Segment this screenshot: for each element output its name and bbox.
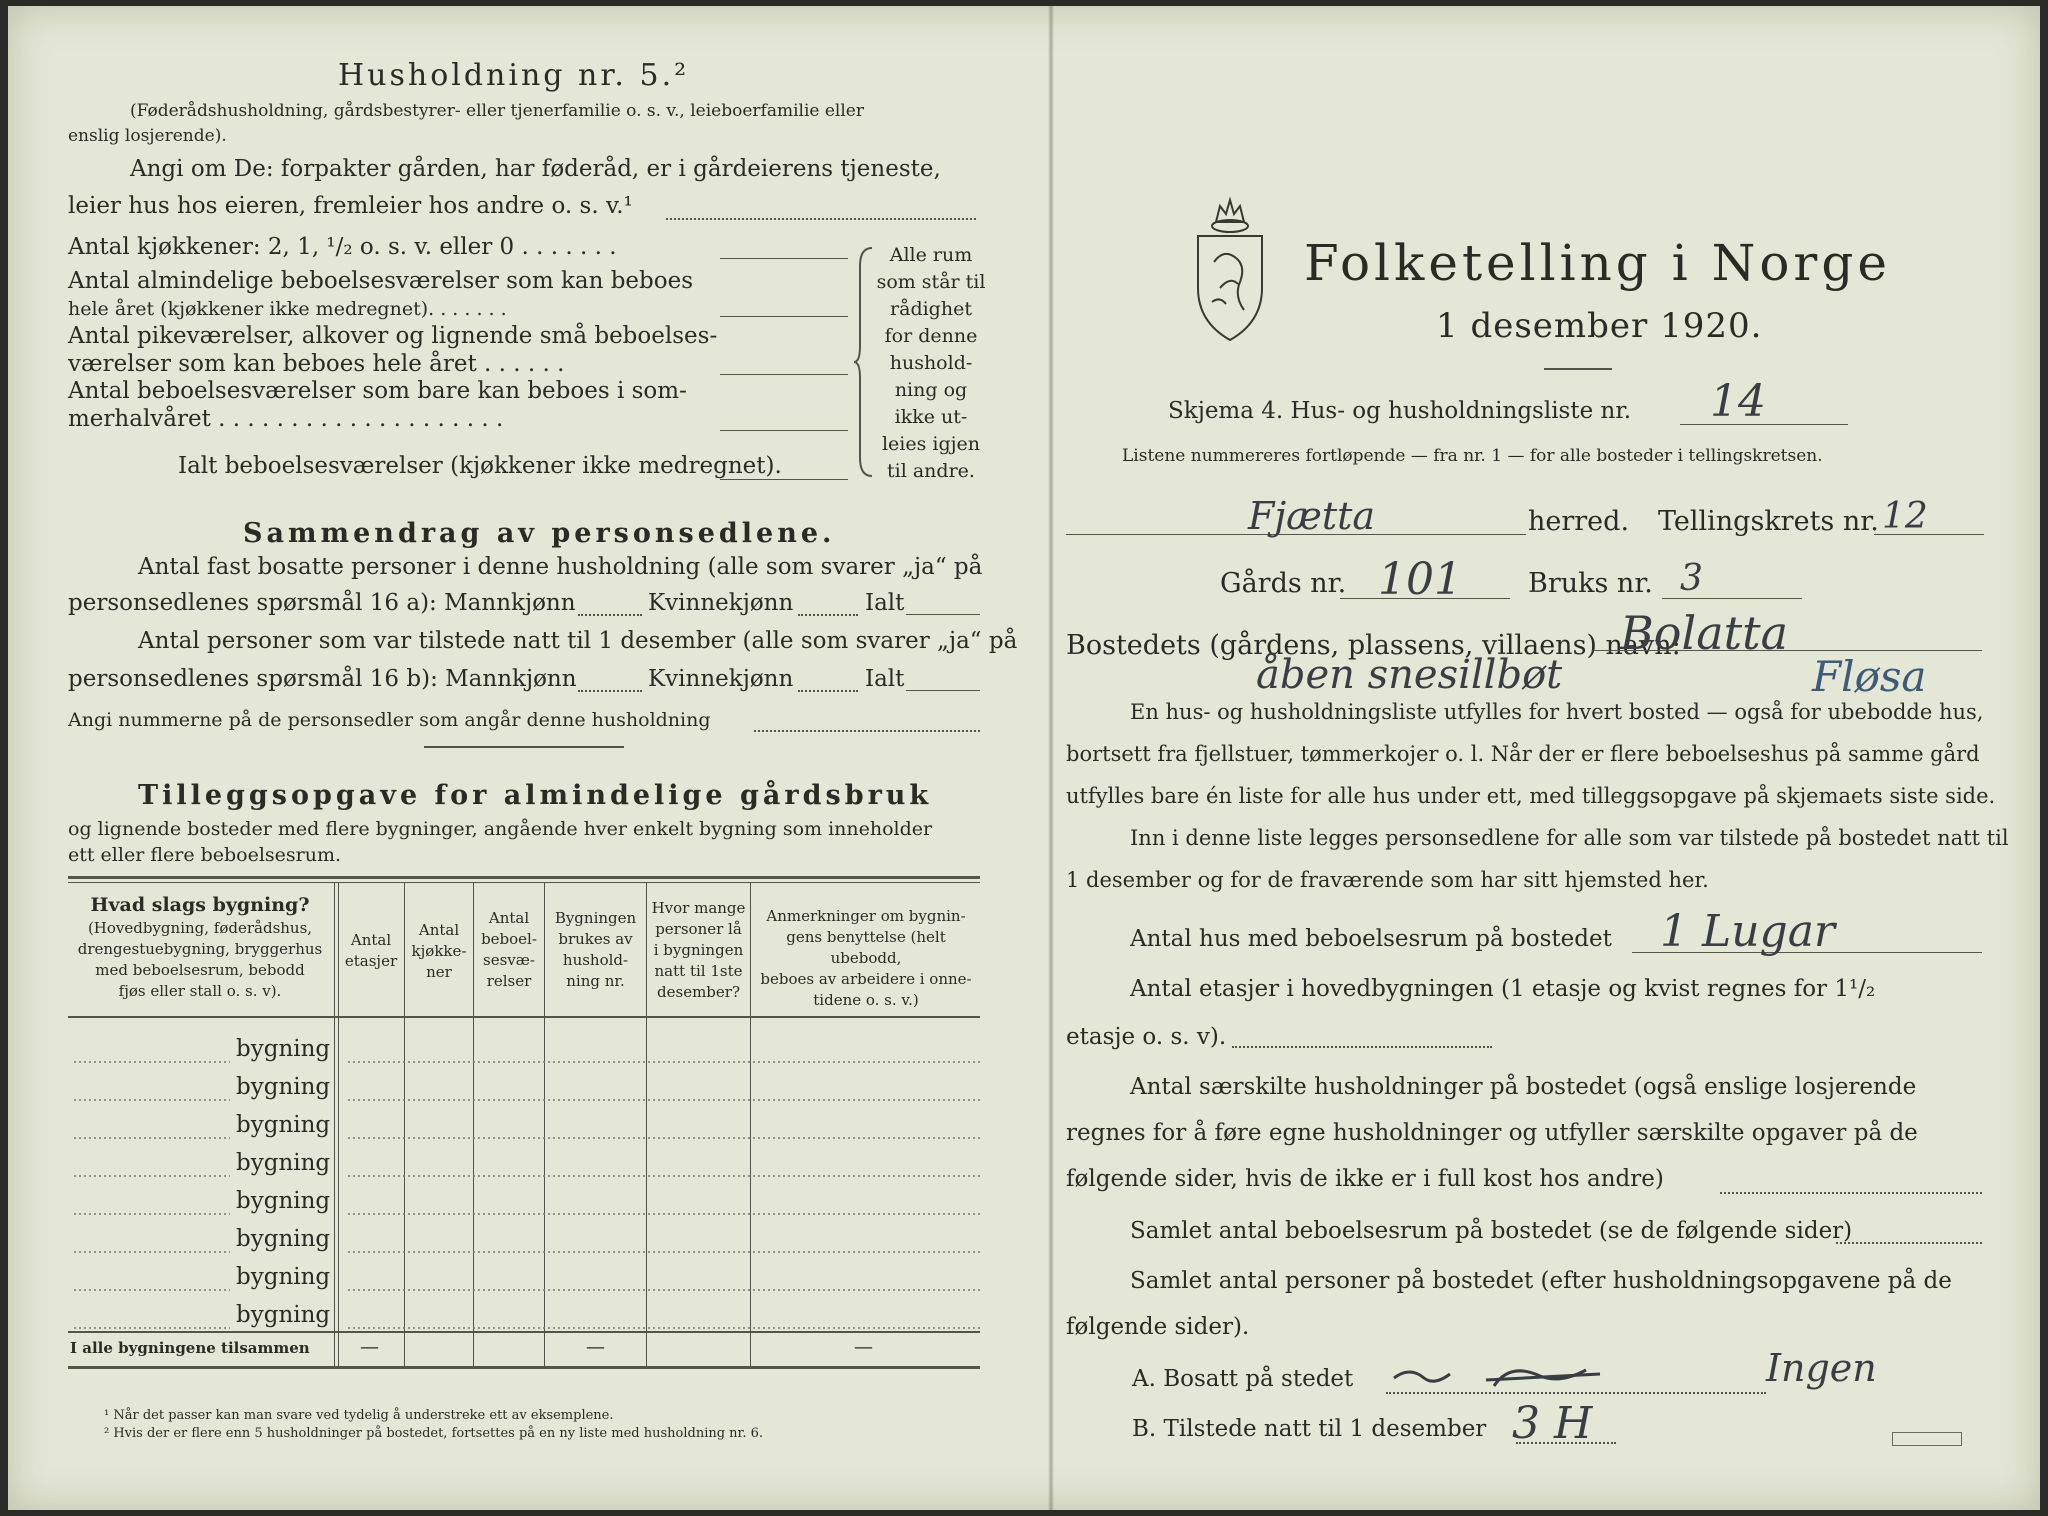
total-dash-remarks: — — [854, 1336, 873, 1358]
census-form-sheet — [8, 6, 2040, 1510]
col-kitchens: Antal kjøkke- ner — [411, 921, 467, 981]
footnote-2: ² Hvis der er flere enn 5 husholdninger på bostedet, fortsettes på en ny liste med husholdning nr. 6. — [104, 1426, 764, 1441]
skjema-label: Skjema 4. Hus- og husholdningsliste nr. — [1168, 398, 1632, 424]
col-persons: Hvor mange personer lå i bygningen natt til 1ste desember? — [651, 899, 746, 1001]
summary-line-1: Antal fast bosatte personer i denne husholdning (alle som svarer „ja“ på — [138, 554, 983, 580]
tillegg-title: Tilleggsopgave for almindelige gårdsbruk — [138, 780, 933, 811]
tellingskrets-label: Tellingskrets nr. — [1658, 506, 1879, 537]
tillegg-text-1: og lignende bosteder med flere bygninger, angående hver enkelt bygning som inneholder — [68, 818, 933, 840]
bosted-value: Bolatta — [1620, 606, 1789, 660]
ialt-label-2: Ialt — [865, 666, 905, 692]
total-row-label: I alle bygningene tilsammen — [70, 1339, 310, 1357]
angi-line-2: leier hus hos eieren, fremleier hos andre o. s. v.¹ — [68, 193, 633, 219]
info-line-5: 1 desember og for de fraværende som har sitt hjemsted her. — [1066, 868, 1709, 892]
antal-hus-value: 1 Lugar — [1660, 906, 1835, 957]
saerskilte-line-1: Antal særskilte husholdninger på bostedet (også enslige losjerende — [1130, 1074, 1917, 1100]
table-row: bygning — [236, 1150, 331, 1176]
samlet-pers-line-2: følgende sider). — [1066, 1314, 1250, 1340]
total-dash-floors: — — [360, 1336, 379, 1358]
household-intro-line-1: (Føderådshusholdning, gårdsbestyrer- eller tjenerfamilie o. s. v., leieboerfamilie eller — [130, 101, 864, 121]
col-building-type: Hvad slags bygning? (Hovedbygning, føderådshus, drengestuebygning, bryggerhus med beboelsesrum, bebodd fjøs eller stall o. s. v). — [77, 894, 323, 1000]
col-remarks: Anmerkninger om bygnin- gens benyttelse (helt ubebodd, beboes av arbeidere i onne- tidene o. s. v.) — [760, 907, 972, 1009]
table-row: bygning — [236, 1074, 331, 1100]
rooms-summer-2: merhalvåret . . . . . . . . . . . . . . . . . . . . — [68, 406, 504, 432]
col-rooms: Antal beboel- sesvæ- relser — [481, 909, 537, 990]
info-line-3: utfylles bare én liste for alle hus under ett, med tilleggsopgave på skjemaets siste side. — [1066, 784, 1996, 808]
bosted-hand-3: Fløsa — [1812, 652, 1927, 701]
rooms-summer-1: Antal beboelsesværelser som bare kan beboes i som- — [68, 378, 687, 404]
kvinne-label-1: Kvinnekjønn — [648, 590, 794, 616]
summary-title: Sammendrag av personsedlene. — [243, 518, 836, 549]
form-date: 1 desember 1920. — [1436, 306, 1763, 346]
coat-of-arms-icon — [1190, 192, 1270, 344]
info-line-1: En hus- og husholdningsliste utfylles for hvert bosted — også for ubebodde hus, — [1130, 700, 1984, 724]
saerskilte-line-3: følgende sider, hvis de ikke er i full kost hos andre) — [1066, 1166, 1664, 1192]
printer-stamp — [1892, 1432, 1962, 1446]
bruks-value: 3 — [1680, 558, 1703, 599]
total-rooms-label: Ialt beboelsesværelser (kjøkkener ikke medregnet). — [178, 453, 782, 479]
rooms-ordinary-1: Antal almindelige beboelsesværelser som kan beboes — [68, 268, 694, 294]
bosatt-label: A. Bosatt på stedet — [1132, 1366, 1354, 1392]
rooms-kitchens: Antal kjøkkener: 2, 1, ¹/₂ o. s. v. eller 0 . . . . . . . — [68, 234, 617, 260]
info-line-4: Inn i denne liste legges personsedlene for alle som var tilstede på bostedet natt til — [1130, 826, 2009, 850]
row-dotted-lines — [68, 1016, 980, 1331]
tellingskrets-value: 12 — [1882, 496, 1928, 537]
skjema-nr-value: 14 — [1710, 376, 1766, 427]
bosted-label: Bostedets (gårdens, plassens, villaens) navn: — [1066, 630, 1681, 661]
table-row: bygning — [236, 1112, 331, 1138]
tilstede-label: B. Tilstede natt til 1 desember — [1132, 1416, 1487, 1442]
col-floors: Antal etasjer — [344, 931, 398, 970]
form-title: Folketelling i Norge — [1304, 234, 1891, 292]
table-row: bygning — [236, 1188, 331, 1214]
table-row: bygning — [236, 1302, 331, 1328]
brace-text: Alle rum som står til rådighet for denne hushold- ning og ikke ut- leies igjen til andre. — [876, 244, 986, 482]
ialt-label-1: Ialt — [865, 590, 905, 616]
antal-hus-label: Antal hus med beboelsesrum på bostedet — [1130, 926, 1612, 952]
crossed-out-scribble — [1390, 1356, 1610, 1396]
listene-note: Listene nummereres fortløpende — fra nr. 1 — for alle bosteder i tellingskretsen. — [1122, 446, 1823, 466]
rooms-maid-2: værelser som kan beboes hele året . . . . . . — [68, 351, 565, 377]
bosatt-value: Ingen — [1766, 1346, 1877, 1390]
tillegg-text-2: ett eller flere beboelsesrum. — [68, 844, 342, 866]
bruks-label: Bruks nr. — [1528, 568, 1653, 599]
bosted-hand-2: åben snesillbøt — [1256, 652, 1563, 698]
summary-line-2: personsedlenes spørsmål 16 a): Mannkjønn — [68, 590, 576, 616]
footnote-1: ¹ Når det passer kan man svare ved tydelig å understreke ett av eksemplene. — [104, 1408, 614, 1423]
samlet-pers-line-1: Samlet antal personer på bostedet (efter husholdningsopgavene på de — [1130, 1268, 1952, 1294]
saerskilte-line-2: regnes for å føre egne husholdninger og utfyller særskilte opgaver på de — [1066, 1120, 1918, 1146]
summary-line-3: Antal personer som var tilstede natt til 1 desember (alle som svarer „ja“ på — [138, 628, 1018, 654]
rooms-ordinary-2: hele året (kjøkkener ikke medregnet). . . . . . . — [68, 298, 507, 320]
household-title: Husholdning nr. 5.² — [338, 58, 690, 93]
total-dash-household: — — [586, 1336, 605, 1358]
samlet-rum-label: Samlet antal beboelsesrum på bostedet (se de følgende sider) — [1130, 1218, 1853, 1244]
rooms-maid-1: Antal pikeværelser, alkover og lignende små beboelses- — [68, 323, 718, 349]
etasjer-line-1: Antal etasjer i hovedbygningen (1 etasje og kvist regnes for 1¹/₂ — [1130, 976, 1876, 1002]
angi-nummerne: Angi nummerne på de personsedler som angår denne husholdning — [68, 709, 711, 731]
herred-value: Fjætta — [1248, 494, 1376, 538]
tilstede-value: 3 H — [1512, 1398, 1593, 1449]
gards-value: 101 — [1378, 554, 1462, 605]
herred-label: herred. — [1528, 506, 1630, 537]
brace-icon — [852, 246, 876, 478]
col-household-nr: Bygningen brukes av hushold- ning nr. — [554, 909, 637, 990]
etasjer-line-2: etasje o. s. v). — [1066, 1024, 1227, 1050]
summary-line-4: personsedlenes spørsmål 16 b): Mannkjønn — [68, 666, 577, 692]
kvinne-label-2: Kvinnekjønn — [648, 666, 794, 692]
info-line-2: bortsett fra fjellstuer, tømmerkojer o. l. Når der er flere beboelseshus på samme gård — [1066, 742, 1980, 766]
page-fold — [1048, 6, 1054, 1510]
table-row: bygning — [236, 1264, 331, 1290]
table-row: bygning — [236, 1036, 331, 1062]
table-row: bygning — [236, 1226, 331, 1252]
gards-label: Gårds nr. — [1220, 568, 1347, 599]
angi-line-1: Angi om De: forpakter gården, har føderåd, er i gårdeierens tjeneste, — [130, 156, 941, 182]
household-intro-line-2: enslig losjerende). — [68, 126, 227, 146]
